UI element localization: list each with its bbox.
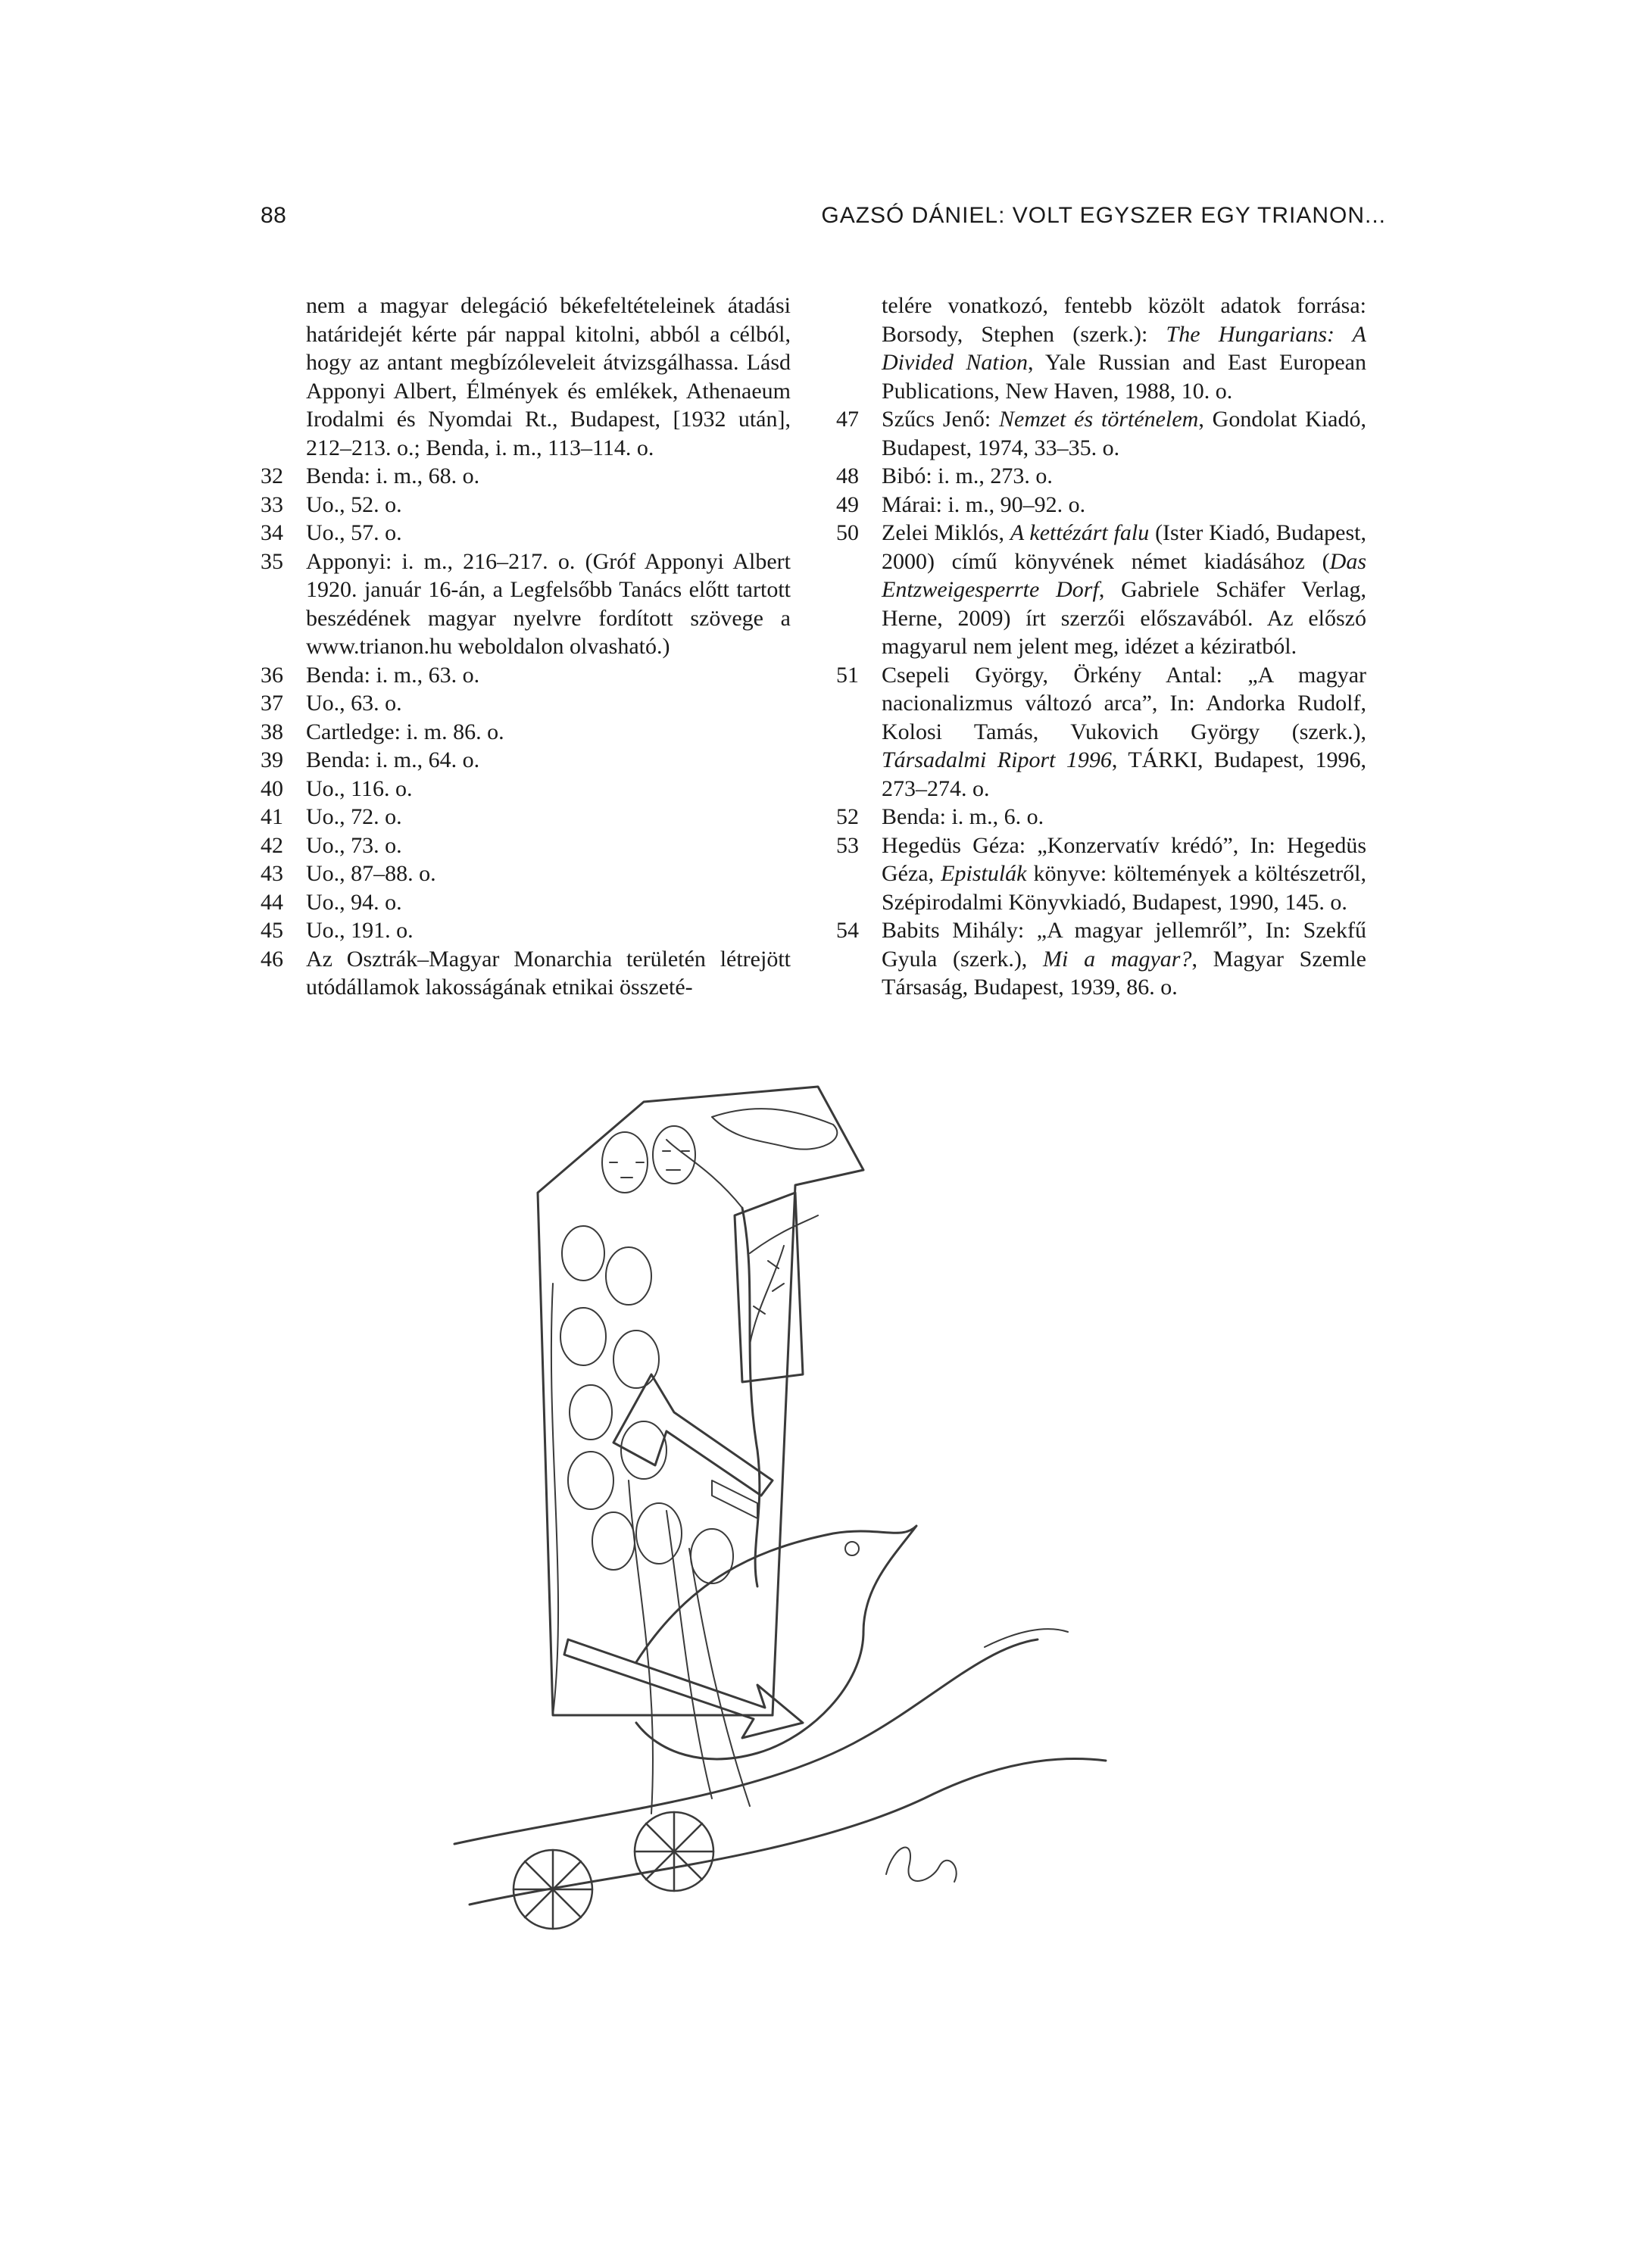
note-continuation: telére vonatkozó, fentebb közölt adatok forrása: Borsody, Stephen (szerk.): The Hungarians: A Divided Nation, Yale Russian and East European Publications, New Haven, 1988, 10. o. (882, 293, 1366, 404)
footnote-53 (836, 831, 1366, 917)
footnote-number: 33 (261, 491, 283, 517)
footnote-number: 53 (836, 832, 859, 858)
footnote-number: 35 (261, 548, 283, 574)
floating-figure (712, 1109, 837, 1150)
note-continuation: nem a magyar delegáció békefeltételeinek átadási határidejét kérte pár nappal kitolni, abból a célból, hogy az antant megbízóleveleit átvizsgálhassa. Lásd Apponyi Albert, Élmények és emlékek, Athenaeum Irodalmi és Nyomdai Rt., Budapest, [1932 után], 212–213. o.; Benda, i. m., 113–114. o. (306, 293, 791, 460)
footnote-32 (261, 462, 791, 491)
footnote-number: 45 (261, 918, 283, 943)
arrow-house-outline (538, 1087, 863, 1715)
ground-branch (454, 1639, 1038, 1844)
page-number: 88 (261, 203, 287, 228)
footnote-number: 50 (836, 520, 859, 545)
footnote-number: 49 (836, 491, 859, 517)
footnote-51 (836, 661, 1366, 803)
footnote-number: 32 (261, 463, 283, 488)
footnote-number: 52 (836, 804, 859, 829)
footnote-44 (261, 888, 791, 917)
footnote-35 (261, 548, 791, 661)
footnote-number: 37 (261, 691, 283, 716)
footnote-text: Benda: i. m., 64. o. (306, 747, 480, 772)
footnote-50 (836, 519, 1366, 661)
footnote-39 (261, 746, 791, 775)
tree-trunk (742, 1208, 760, 1586)
footnote-46 (261, 945, 791, 1002)
footnote-text: Szűcs Jenő: Nemzet és történelem, Gondolat Kiadó, Budapest, 1974, 33–35. o. (882, 407, 1366, 460)
footnote-number: 44 (261, 889, 283, 915)
footnote-text: Uo., 63. o. (306, 691, 402, 716)
footnote-42 (261, 831, 791, 860)
footnote-text: Márai: i. m., 90–92. o. (882, 491, 1086, 517)
footnote-49 (836, 491, 1366, 519)
faces-cluster (560, 1126, 733, 1583)
footnote-text: Uo., 57. o. (306, 520, 402, 545)
running-head: GAZSÓ DÁNIEL: VOLT EGYSZER EGY TRIANON... (821, 203, 1386, 228)
footnote-text: Uo., 52. o. (306, 491, 402, 517)
footnote-54 (836, 916, 1366, 1002)
footnote-text: Uo., 72. o. (306, 804, 402, 829)
footnote-33 (261, 491, 791, 519)
footnote-text: Zelei Miklós, A kettézárt falu (Ister Kiadó, Budapest, 2000) című könyvének német kiadásához (Das Entzweigesperrte Dorf, Gabriele Schäfer Verlag, Herne, 2009) írt szerzői előszavából. Az előszó magyarul nem jelent meg, idézet a kéziratból. (882, 520, 1366, 659)
footnote-37 (261, 689, 791, 718)
footnote-text: Hegedüs Géza: „Konzervatív krédó”, In: Hegedüs Géza, Epistulák könyve: költemények a költészetről, Szépirodalmi Könyvkiadó, Budapest, 1990, 145. o. (882, 832, 1366, 915)
footnote-36 (261, 661, 791, 690)
footnote-number: 46 (261, 946, 283, 972)
footnote-34 (261, 519, 791, 548)
footnote-text: Uo., 73. o. (306, 832, 402, 858)
footnote-40 (261, 775, 791, 803)
footnote-text: Cartledge: i. m. 86. o. (306, 719, 504, 744)
notes-column-left (261, 292, 791, 1002)
footnote-38 (261, 718, 791, 747)
pen-drawing-illustration (439, 1056, 1204, 2056)
footnote-number: 36 (261, 662, 283, 688)
horizontal-arrow (564, 1639, 803, 1738)
footnote-number: 51 (836, 662, 859, 688)
footnote-text: Uo., 191. o. (306, 918, 414, 943)
footnote-number: 48 (836, 463, 859, 488)
footnote-number: 41 (261, 804, 283, 829)
notes-column-right (836, 292, 1366, 1002)
footnote-text: Apponyi: i. m., 216–217. o. (Gróf Apponyi Albert 1920. január 16-án, a Legfelsőbb Tanács előtt tartott beszédének magyar nyelvre fordított szövege a www.trianon.hu weboldalon olvasható.) (306, 548, 791, 659)
footnote-number: 38 (261, 719, 283, 744)
footnote-number: 42 (261, 832, 283, 858)
wheel-left (514, 1850, 592, 1929)
footnote-text: Bibó: i. m., 273. o. (882, 463, 1053, 488)
footnote-text: Babits Mihály: „A magyar jellemről”, In: Szekfű Gyula (szerk.), Mi a magyar?, Magyar Szemle Társaság, Budapest, 1939, 86. o. (882, 918, 1366, 1000)
footnote-text: Benda: i. m., 63. o. (306, 662, 480, 688)
footnote-number: 39 (261, 747, 283, 772)
footnote-number: 34 (261, 520, 283, 545)
footnote-47 (836, 405, 1366, 462)
footnote-text: Benda: i. m., 6. o. (882, 804, 1044, 829)
footnote-text: Uo., 94. o. (306, 889, 402, 915)
footnote-number: 40 (261, 775, 283, 801)
footnote-45 (261, 916, 791, 945)
footnote-text: Uo., 87–88. o. (306, 861, 436, 886)
footnote-number: 54 (836, 918, 859, 943)
wheel-right (635, 1812, 713, 1891)
footnote-text: Uo., 116. o. (306, 775, 413, 801)
footnote-41 (261, 803, 791, 831)
footnote-number: 47 (836, 407, 859, 432)
footnote-text: Csepeli György, Örkény Antal: „A magyar nacionalizmus változó arca”, In: Andorka Rudolf, Kolosi Tamás, Vukovich György (szerk.), Társadalmi Riport 1996, TÁRKI, Budapest, 1996, 273–274. o. (882, 662, 1366, 801)
footnote-text: Az Osztrák–Magyar Monarchia területén létrejött utódállamok lakosságának etnikai összeté- (306, 946, 791, 1000)
footnote-text: Benda: i. m., 68. o. (306, 463, 480, 488)
footnote-43 (261, 859, 791, 888)
footnote-48 (836, 462, 1366, 491)
artist-signature (886, 1848, 957, 1882)
footnote-52 (836, 803, 1366, 831)
footnote-number: 43 (261, 861, 283, 886)
